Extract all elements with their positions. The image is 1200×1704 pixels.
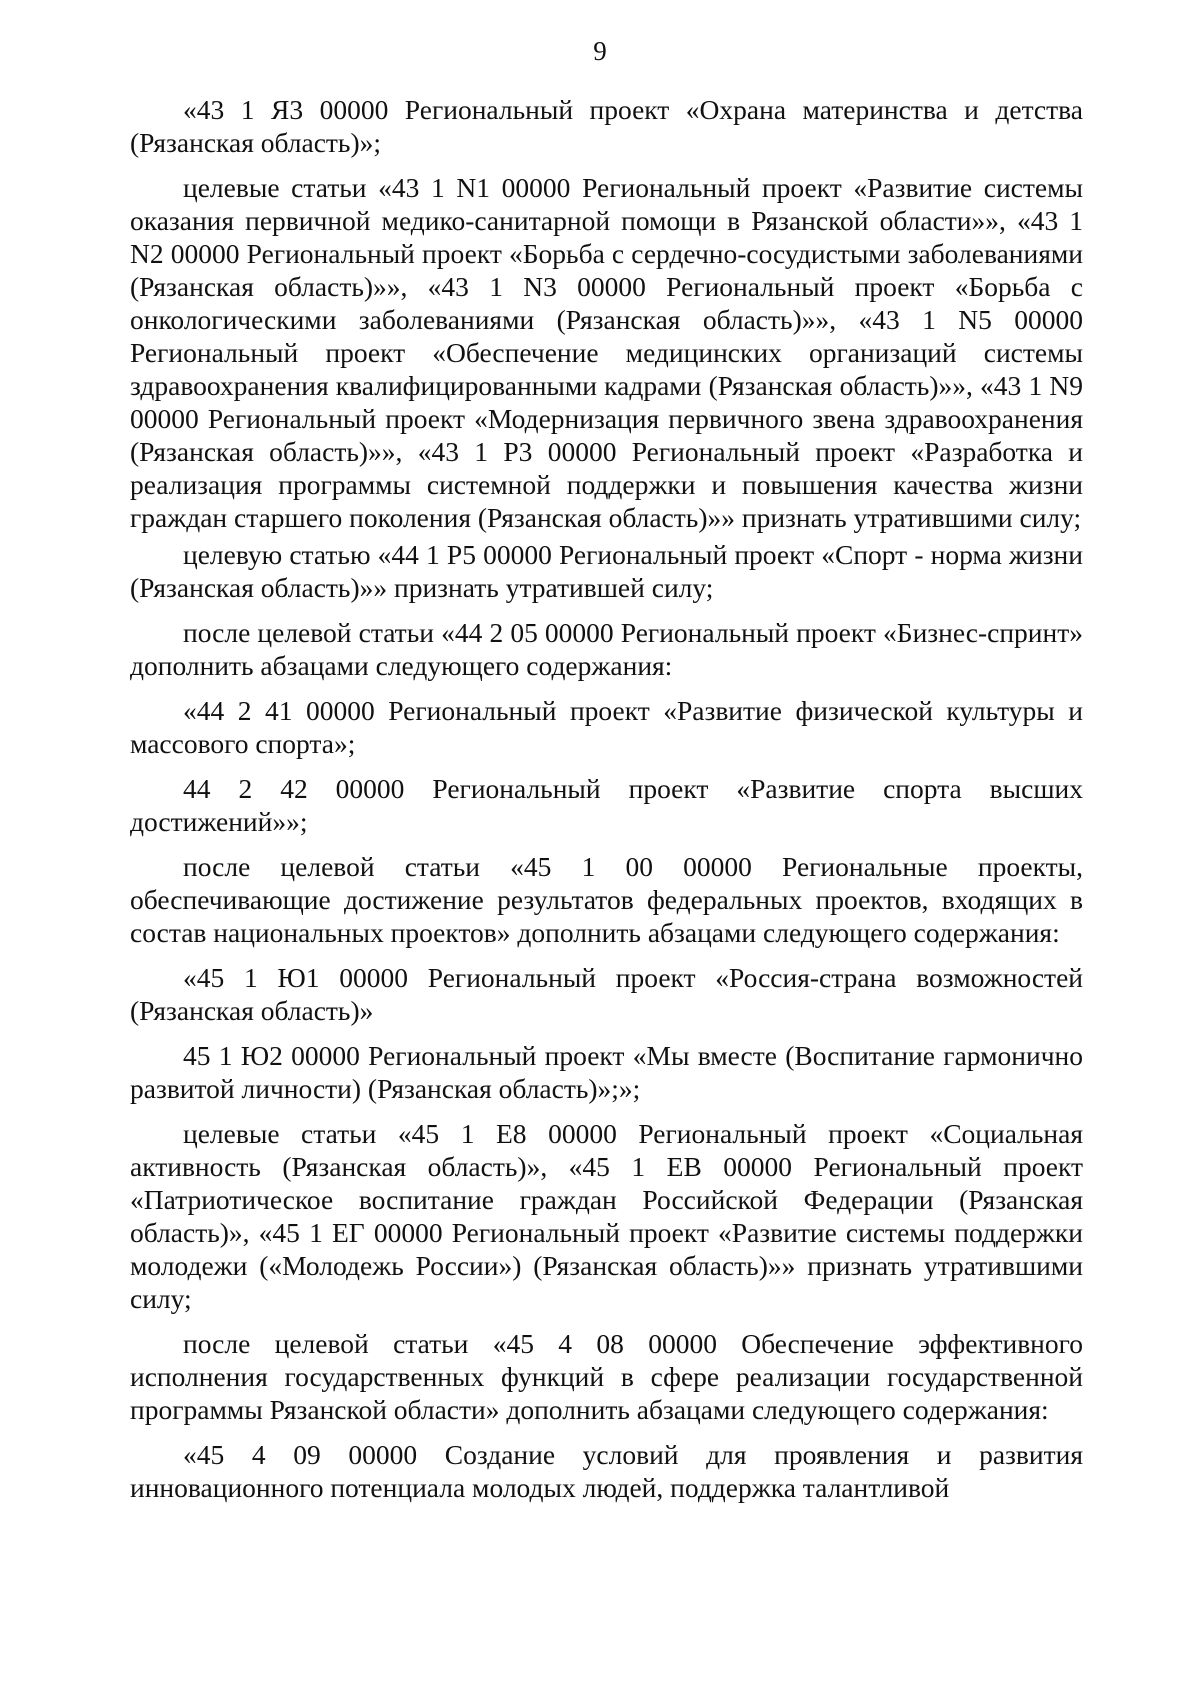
paragraph-7: после целевой статьи «45 1 00 00000 Региональные проекты, обеспечивающие достижение результатов федеральных проектов, входящих в состав национальных проектов» дополнить абзацами следующего содержания:	[130, 851, 1083, 948]
paragraph-9: 45 1 Ю2 00000 Региональный проект «Мы вместе (Воспитание гармонично развитой личности) (Рязанская область)»;»;	[130, 1040, 1083, 1104]
paragraph-8: «45 1 Ю1 00000 Региональный проект «Россия-страна возможностей (Рязанская область)»	[130, 962, 1083, 1026]
paragraph-12: «45 4 09 00000 Создание условий для проявления и развития инновационного потенциала молодых людей, поддержка талантливой	[130, 1439, 1083, 1503]
paragraph-5: «44 2 41 00000 Региональный проект «Развитие физической культуры и массового спорта»;	[130, 695, 1083, 759]
paragraph-2: целевые статьи «43 1 N1 00000 Региональный проект «Развитие системы оказания первичной медико-санитарной помощи в Рязанской области»», «43 1 N2 00000 Региональный проект «Борьба с сердечно-сосудистыми заболеваниями (Рязанская область)»», «43 1 N3 00000 Региональный проект «Борьба с онкологическими заболеваниями (Рязанская область)»», «43 1 N5 00000 Региональный проект «Обеспечение медицинских организаций системы здравоохранения квалифицированными кадрами (Рязанская область)»», «43 1 N9 00000 Региональный проект «Модернизация первичного звена здравоохранения (Рязанская область)»», «43 1 P3 00000 Региональный проект «Разработка и реализация программы системной поддержки и повышения качества жизни граждан старшего поколения (Рязанская область)»» признать утратившими силу;	[130, 172, 1083, 533]
page-number: 9	[593, 36, 607, 66]
paragraph-11: после целевой статьи «45 4 08 00000 Обеспечение эффективного исполнения государственных функций в сфере реализации государственной программы Рязанской области» дополнить абзацами следующего содержания:	[130, 1328, 1083, 1425]
paragraph-6: 44 2 42 00000 Региональный проект «Развитие спорта высших достижений»»;	[130, 773, 1083, 837]
paragraph-3: целевую статью «44 1 P5 00000 Региональный проект «Спорт - норма жизни (Рязанская область)»» признать утратившей силу;	[130, 539, 1083, 603]
document-body	[130, 93, 1083, 1516]
paragraph-4: после целевой статьи «44 2 05 00000 Региональный проект «Бизнес-спринт» дополнить абзацами следующего содержания:	[130, 617, 1083, 681]
paragraph-10: целевые статьи «45 1 E8 00000 Региональный проект «Социальная активность (Рязанская область)», «45 1 EB 00000 Региональный проект «Патриотическое воспитание граждан Российской Федерации (Рязанская область)», «45 1 ЕГ 00000 Региональный проект «Развитие системы поддержки молодежи («Молодежь России») (Рязанская область)»» признать утратившими силу;	[130, 1118, 1083, 1314]
paragraph-1: «43 1 Я3 00000 Региональный проект «Охрана материнства и детства (Рязанская область)»;	[130, 94, 1083, 158]
